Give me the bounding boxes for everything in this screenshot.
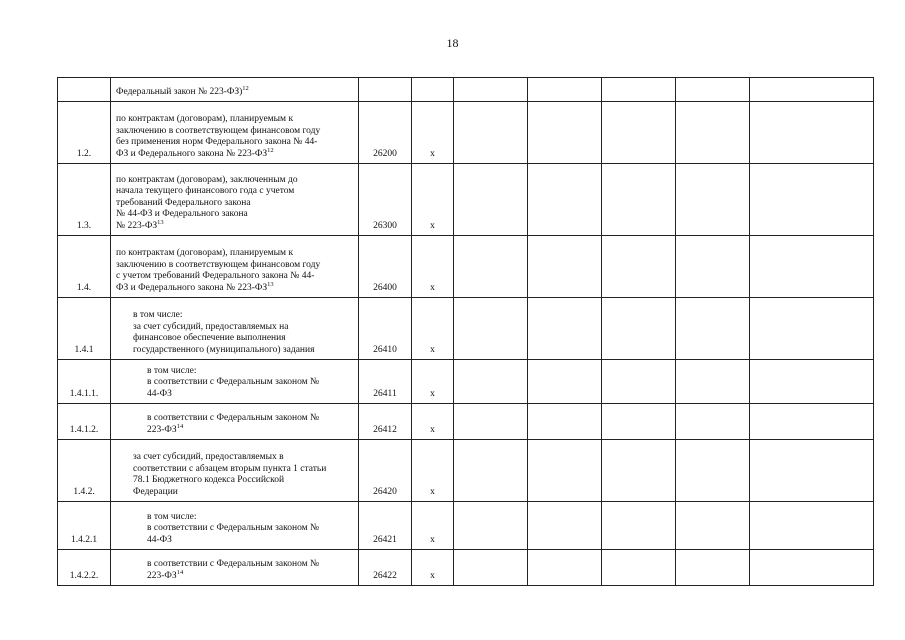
empty-value-cell xyxy=(602,502,676,550)
description-line: за счет субсидий, предоставляемых в xyxy=(133,452,284,462)
empty-value-cell xyxy=(750,550,874,586)
empty-value-cell xyxy=(454,78,528,102)
description-line: по контрактам (договорам), заключенным до xyxy=(116,174,298,185)
description-line: в том числе: xyxy=(147,511,197,522)
table-row xyxy=(58,550,874,586)
row-code-cell: 26300 xyxy=(359,164,412,236)
description-line: № 223-ФЗ xyxy=(116,220,158,231)
row-number-cell: 1.2. xyxy=(58,102,111,164)
description-line: за счет субсидий, предоставляемых на xyxy=(133,321,289,332)
row-mark-cell: x xyxy=(412,550,454,586)
empty-value-cell xyxy=(676,78,750,102)
row-number-cell: 1.4.1 xyxy=(58,298,111,360)
footnote-marker: 13 xyxy=(157,218,164,226)
description-line: соответствии с абзацем вторым пункта 1 статьи xyxy=(133,463,327,474)
row-description-cell xyxy=(111,440,359,502)
empty-value-cell xyxy=(528,78,602,102)
empty-value-cell xyxy=(454,360,528,404)
row-number-cell: 1.4. xyxy=(58,236,111,298)
report-table-body xyxy=(58,78,874,586)
description-line: с учетом требований Федерального закона № 44- xyxy=(116,271,315,281)
empty-value-cell xyxy=(528,236,602,298)
empty-value-cell xyxy=(750,164,874,236)
row-mark-cell xyxy=(412,78,454,102)
empty-value-cell xyxy=(602,298,676,360)
empty-value-cell xyxy=(750,404,874,440)
page-number: 18 xyxy=(446,36,459,50)
empty-value-cell xyxy=(602,550,676,586)
row-code-cell: 26400 xyxy=(359,236,412,298)
description-line: в том числе: xyxy=(133,310,183,320)
table-row xyxy=(58,298,874,360)
table-row xyxy=(58,404,874,440)
row-description-cell xyxy=(111,298,359,360)
empty-value-cell xyxy=(528,298,602,360)
table-row xyxy=(58,360,874,404)
report-table xyxy=(57,77,874,586)
row-mark-cell: x xyxy=(412,360,454,404)
empty-value-cell xyxy=(676,404,750,440)
row-number-cell: 1.4.2. xyxy=(58,440,111,502)
row-mark-cell: x xyxy=(412,440,454,502)
table-row xyxy=(58,102,874,164)
empty-value-cell xyxy=(602,360,676,404)
empty-value-cell xyxy=(676,236,750,298)
description-line: по контрактам (договорам), планируемым к xyxy=(116,248,294,258)
description-line: начала текущего финансового года с учетом xyxy=(116,186,295,196)
row-description-cell xyxy=(111,502,359,550)
description-line: № 44-ФЗ и Федерального закона xyxy=(116,209,248,219)
empty-value-cell xyxy=(528,502,602,550)
row-code-cell: 26422 xyxy=(359,550,412,586)
row-code-cell xyxy=(359,78,412,102)
footnote-marker: 14 xyxy=(176,422,184,430)
row-code-cell: 26421 xyxy=(359,502,412,550)
empty-value-cell xyxy=(750,78,874,102)
empty-value-cell xyxy=(676,550,750,586)
empty-value-cell xyxy=(528,404,602,440)
empty-value-cell xyxy=(454,164,528,236)
empty-value-cell xyxy=(602,102,676,164)
empty-value-cell xyxy=(528,550,602,586)
row-code-cell: 26420 xyxy=(359,440,412,502)
empty-value-cell xyxy=(528,164,602,236)
table-row xyxy=(58,236,874,298)
description-line: государственного (муниципального) задания xyxy=(133,344,315,355)
row-code-cell: 26412 xyxy=(359,404,412,440)
empty-value-cell xyxy=(602,236,676,298)
empty-value-cell xyxy=(528,360,602,404)
description-line: ФЗ и Федерального закона № 223-ФЗ xyxy=(116,148,268,159)
description-line: в соответствии с Федеральным законом № xyxy=(147,413,320,423)
empty-value-cell xyxy=(750,440,874,502)
description-line: по контрактам (договорам), планируемым к xyxy=(116,114,294,124)
row-number-cell: 1.4.1.1. xyxy=(58,360,111,404)
description-line: 44-ФЗ xyxy=(147,388,172,399)
empty-value-cell xyxy=(528,440,602,502)
description-line: 223-ФЗ xyxy=(147,424,177,435)
row-mark-cell: x xyxy=(412,404,454,440)
empty-value-cell xyxy=(750,298,874,360)
row-description-cell xyxy=(111,236,359,298)
empty-value-cell xyxy=(750,102,874,164)
empty-value-cell xyxy=(750,236,874,298)
description-line: без применения норм Федерального закона № 44- xyxy=(116,137,318,147)
empty-value-cell xyxy=(676,502,750,550)
table-row xyxy=(58,78,874,102)
row-mark-cell: x xyxy=(412,502,454,550)
empty-value-cell xyxy=(602,440,676,502)
row-description-cell xyxy=(111,550,359,586)
empty-value-cell xyxy=(602,164,676,236)
footnote-marker: 13 xyxy=(267,280,274,288)
footnote-marker: 14 xyxy=(176,568,184,576)
description-line: в том числе: xyxy=(147,365,197,376)
table-row xyxy=(58,502,874,550)
footnote-marker: 12 xyxy=(242,84,249,92)
row-description-cell xyxy=(111,164,359,236)
row-code-cell: 26200 xyxy=(359,102,412,164)
description-line: 78.1 Бюджетного кодекса Российской xyxy=(133,475,285,485)
empty-value-cell xyxy=(454,550,528,586)
table-row xyxy=(58,440,874,502)
empty-value-cell xyxy=(454,404,528,440)
row-mark-cell: x xyxy=(412,298,454,360)
empty-value-cell xyxy=(454,236,528,298)
empty-value-cell xyxy=(454,440,528,502)
row-description-cell xyxy=(111,360,359,404)
row-number-cell: 1.4.2.2. xyxy=(58,550,111,586)
row-code-cell: 26411 xyxy=(359,360,412,404)
empty-value-cell xyxy=(454,502,528,550)
footnote-marker: 12 xyxy=(267,146,274,154)
row-description-cell xyxy=(111,404,359,440)
row-mark-cell: x xyxy=(412,164,454,236)
table-row xyxy=(58,164,874,236)
description-line: Федерации xyxy=(133,486,178,497)
empty-value-cell xyxy=(750,360,874,404)
empty-value-cell xyxy=(750,502,874,550)
description-line: требований Федерального закона xyxy=(116,197,251,208)
description-line: 44-ФЗ xyxy=(147,534,172,545)
row-number-cell: 1.3. xyxy=(58,164,111,236)
empty-value-cell xyxy=(454,298,528,360)
row-number-cell: 1.4.2.1 xyxy=(58,502,111,550)
empty-value-cell xyxy=(454,102,528,164)
row-mark-cell: x xyxy=(412,102,454,164)
row-mark-cell: x xyxy=(412,236,454,298)
empty-value-cell xyxy=(676,102,750,164)
description-line: Федеральный закон № 223-ФЗ) xyxy=(116,86,243,97)
empty-value-cell xyxy=(602,404,676,440)
description-line: в соответствии с Федеральным законом № xyxy=(147,523,320,533)
row-description-cell xyxy=(111,102,359,164)
empty-value-cell xyxy=(676,298,750,360)
description-line: в соответствии с Федеральным законом № xyxy=(147,559,320,569)
description-line: 223-ФЗ xyxy=(147,570,177,581)
row-number-cell xyxy=(58,78,111,102)
description-line: заключению в соответствующем финансовом году xyxy=(116,125,321,136)
row-number-cell: 1.4.1.2. xyxy=(58,404,111,440)
description-line: заключению в соответствующем финансовом году xyxy=(116,259,321,270)
description-line: ФЗ и Федерального закона № 223-ФЗ xyxy=(116,282,268,293)
description-line: финансовое обеспечение выполнения xyxy=(133,333,286,343)
empty-value-cell xyxy=(676,440,750,502)
empty-value-cell xyxy=(676,164,750,236)
description-line: в соответствии с Федеральным законом № xyxy=(147,377,320,387)
empty-value-cell xyxy=(602,78,676,102)
empty-value-cell xyxy=(528,102,602,164)
row-code-cell: 26410 xyxy=(359,298,412,360)
empty-value-cell xyxy=(676,360,750,404)
row-description-cell xyxy=(111,78,359,102)
